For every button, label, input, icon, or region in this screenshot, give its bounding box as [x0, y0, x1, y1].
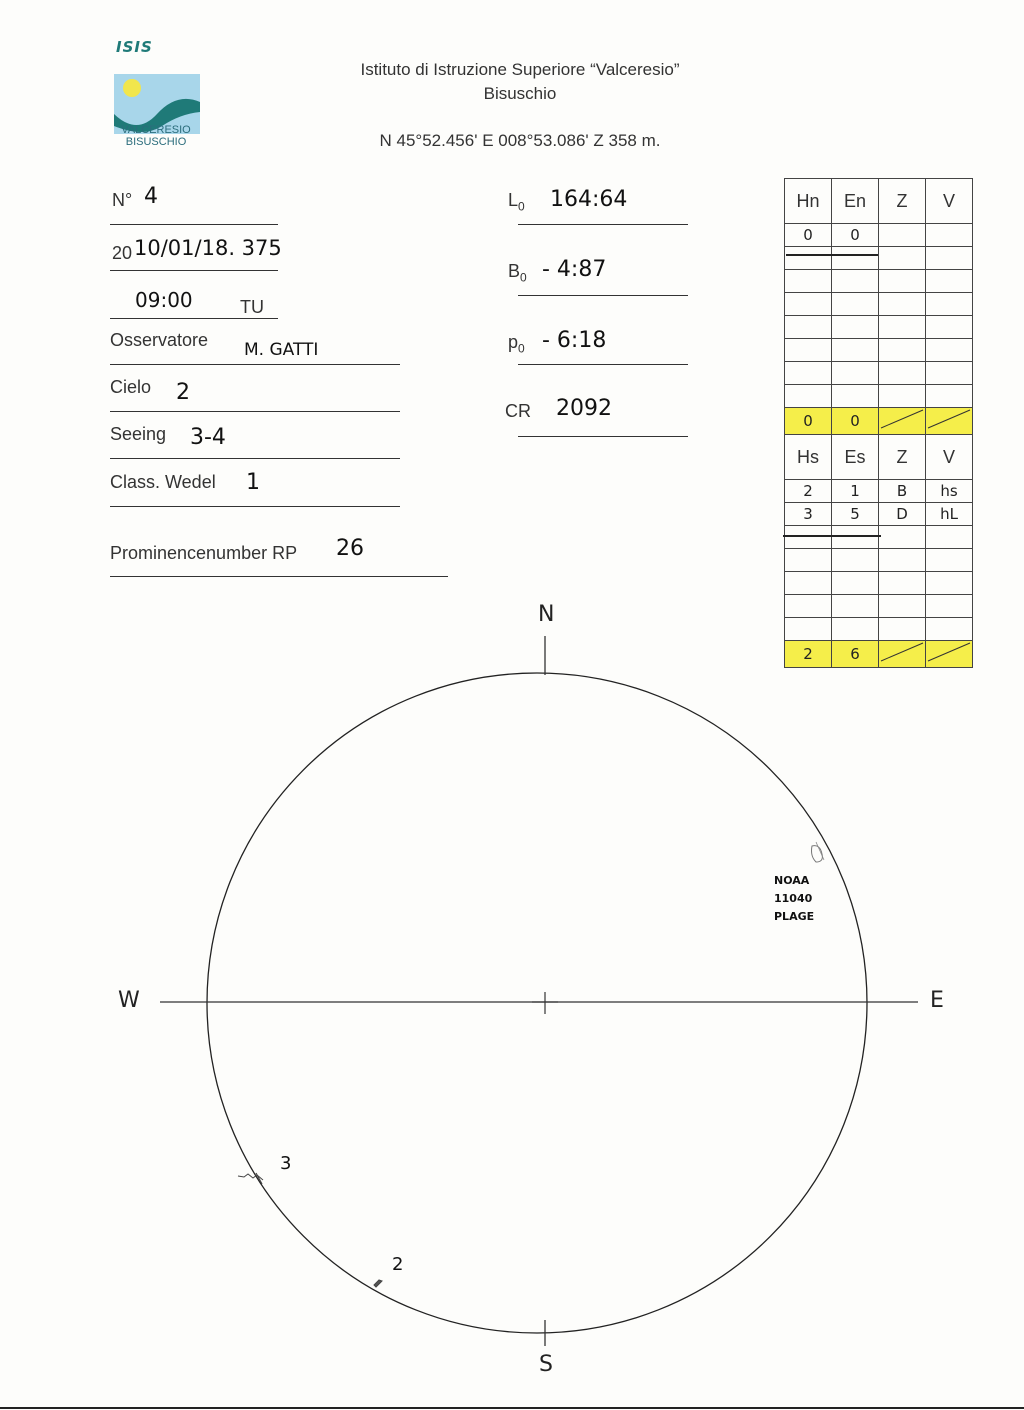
sky-value: 2: [176, 380, 190, 405]
L0-label: $L_0$: [508, 190, 525, 214]
logo-brand: ISIS: [116, 38, 153, 56]
south-total-hs: 2: [785, 641, 832, 668]
plage-outline: [812, 846, 823, 862]
institute-town: Bisuschio: [483, 84, 557, 103]
number-value: 4: [144, 184, 158, 209]
logo-caption-2: BISUSCHIO: [125, 136, 187, 148]
south-header-v: V: [926, 435, 973, 480]
south-cell: hL: [926, 503, 973, 526]
north-total-en: 0: [832, 408, 879, 435]
date-prefix: 20: [112, 243, 133, 263]
prominence-2-mark: [374, 1280, 382, 1287]
wedel-value: 1: [246, 470, 260, 495]
observatory-coordinates: N 45°52.456' E 008°53.086' Z 358 m.: [379, 131, 661, 150]
p0-label-text: p: [508, 332, 519, 352]
observer-label: Osservatore: [110, 330, 209, 350]
wedel-label: Class. Wedel: [110, 472, 216, 492]
institute-name: Istituto di Istruzione Superiore “Valceresio”: [360, 60, 680, 79]
p0-value: - 6:18: [542, 328, 607, 353]
south-header-hs: Hs: [785, 435, 832, 480]
solar-disk-outline: [207, 673, 867, 1333]
prominence-3-label: 3: [280, 1153, 292, 1174]
east-label: E: [930, 988, 944, 1013]
date-value: 10/01/18. 375: [134, 236, 282, 260]
west-label: W: [118, 988, 140, 1013]
south-cell: hs: [926, 480, 973, 503]
prominence-2-label: 2: [392, 1254, 404, 1275]
north-cell: 0: [832, 224, 879, 247]
prominence-value: 26: [336, 536, 364, 561]
south-total-es: 6: [832, 641, 879, 668]
B0-label-text: B: [508, 261, 521, 281]
logo-caption-1: VALCERESIO: [121, 124, 191, 136]
prominence-label: Prominencenumber RP: [110, 543, 298, 563]
south-cell: B: [879, 480, 926, 503]
south-cell: 1: [832, 480, 879, 503]
south-cell: 2: [785, 480, 832, 503]
north-header-hn: Hn: [785, 179, 832, 224]
cr-value: 2092: [556, 396, 612, 421]
north-header-z: Z: [879, 179, 926, 224]
time-value: 09:00: [135, 288, 193, 312]
north-header-v: V: [926, 179, 973, 224]
north-total-hn: 0: [785, 408, 832, 435]
B0-label: $B_0$: [508, 261, 527, 285]
south-label: S: [539, 1352, 553, 1377]
L0-value: 164:64: [550, 187, 628, 212]
p0-label: $p_0$: [508, 332, 525, 356]
cr-label: CR: [505, 401, 531, 421]
number-label: N°: [112, 190, 133, 210]
plage-note: [774, 872, 814, 926]
north-header-en: En: [832, 179, 879, 224]
south-header-es: Es: [832, 435, 879, 480]
sky-label: Cielo: [110, 377, 152, 397]
south-cell: 3: [785, 503, 832, 526]
seeing-label: Seeing: [110, 424, 167, 444]
L0-label-text: L: [508, 190, 519, 210]
plage-note-line1: NOAA: [774, 874, 810, 887]
south-cell: D: [879, 503, 926, 526]
north-label: N: [538, 602, 555, 627]
seeing-value: 3-4: [190, 425, 226, 450]
south-header-z: Z: [879, 435, 926, 480]
plage-note-line2: 11040: [774, 892, 813, 905]
B0-value: - 4:87: [542, 257, 607, 282]
plage-note-line3: PLAGE: [774, 910, 815, 923]
observer-value: M. GATTI: [244, 340, 319, 360]
south-cell: 5: [832, 503, 879, 526]
north-cell: 0: [785, 224, 832, 247]
time-unit: TU: [240, 297, 264, 317]
